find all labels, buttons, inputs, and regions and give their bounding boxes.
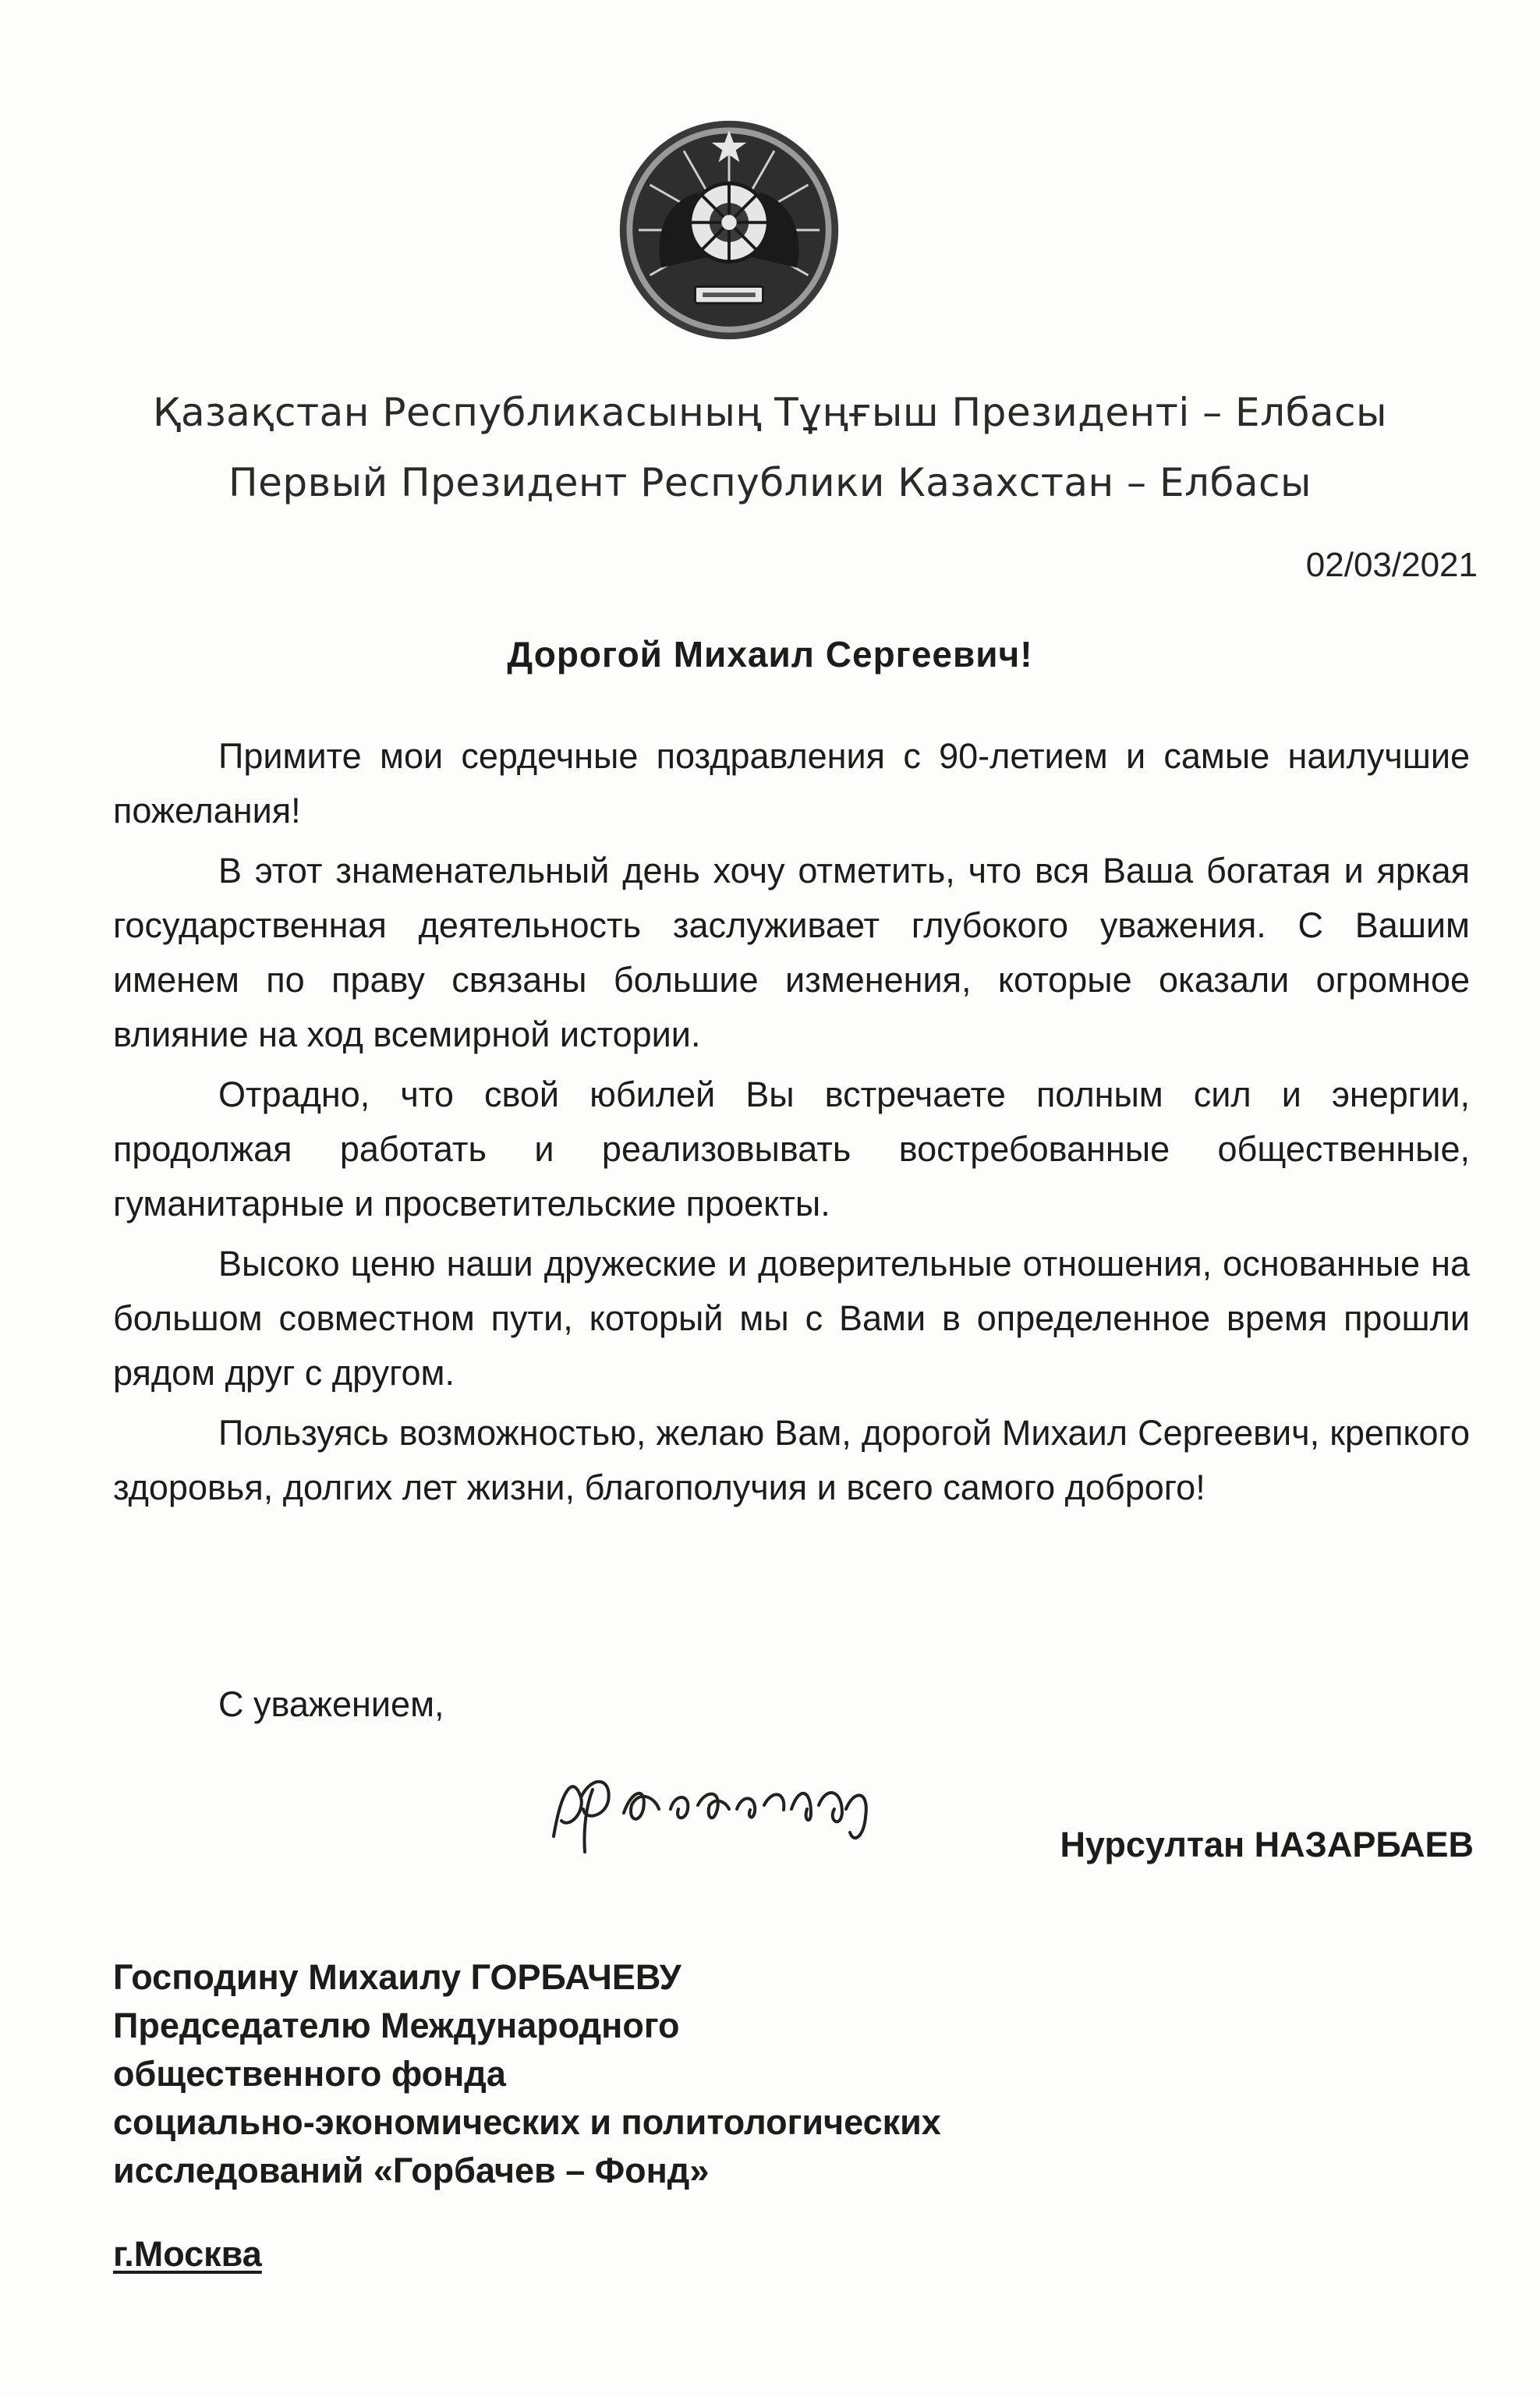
addressee-line-2: Председателю Международного [113,2006,680,2045]
addressee-line-5: исследований «Горбачев – Фонд» [113,2151,710,2190]
addressee-line-1: Господину Михаилу ГОРБАЧЕВУ [113,1957,681,1997]
letter-date: 02/03/2021 [1305,546,1478,584]
header-title-ru: Первый Президент Республики Казахстан – Елбасы [228,460,1312,505]
paragraph-4: Высоко ценю наши дружеские и доверительные отношения, основанные на большом совместном пути, который мы с Вами в определенное время прошли рядом друг с другом. [113,1244,1470,1393]
city: г.Москва [113,2234,262,2274]
closing-phrase: С уважением, [218,1684,444,1724]
addressee-line-4: социально-экономических и политологических [113,2102,941,2142]
paragraph-1: Примите мои сердечные поздравления с 90-летием и самые наилучшие пожелания! [113,736,1470,830]
state-emblem-icon [616,117,842,343]
addressee-line-3: общественного фонда [113,2054,506,2094]
signature-icon [538,1743,912,1868]
header-title-kz: Қазақстан Республикасының Тұңғыш Президенті – Елбасы [152,390,1388,435]
addressee-block [113,1953,941,2195]
paragraph-3: Отрадно, что свой юбилей Вы встречаете полным сил и энергии, продолжая работать и реализовывать востребованные общественные, гуманитарные и просветительские проекты. [113,1075,1470,1223]
paragraph-5: Пользуясь возможностью, желаю Вам, дорогой Михаил Сергеевич, крепкого здоровья, долгих лет жизни, благополучия и всего самого доброго! [113,1413,1470,1507]
paragraph-2: В этот знаменательный день хочу отметить, что вся Ваша богатая и яркая государственная деятельность заслуживает глубокого уважения. С Вашим именем по праву связаны большие изменения, которые оказали огромное влияние на ход всемирной истории. [113,851,1470,1054]
letter-body [113,729,1470,1521]
salutation: Дорогой Михаил Сергеевич! [507,634,1033,674]
signer-name: Нурсултан НАЗАРБАЕВ [1060,1825,1474,1864]
